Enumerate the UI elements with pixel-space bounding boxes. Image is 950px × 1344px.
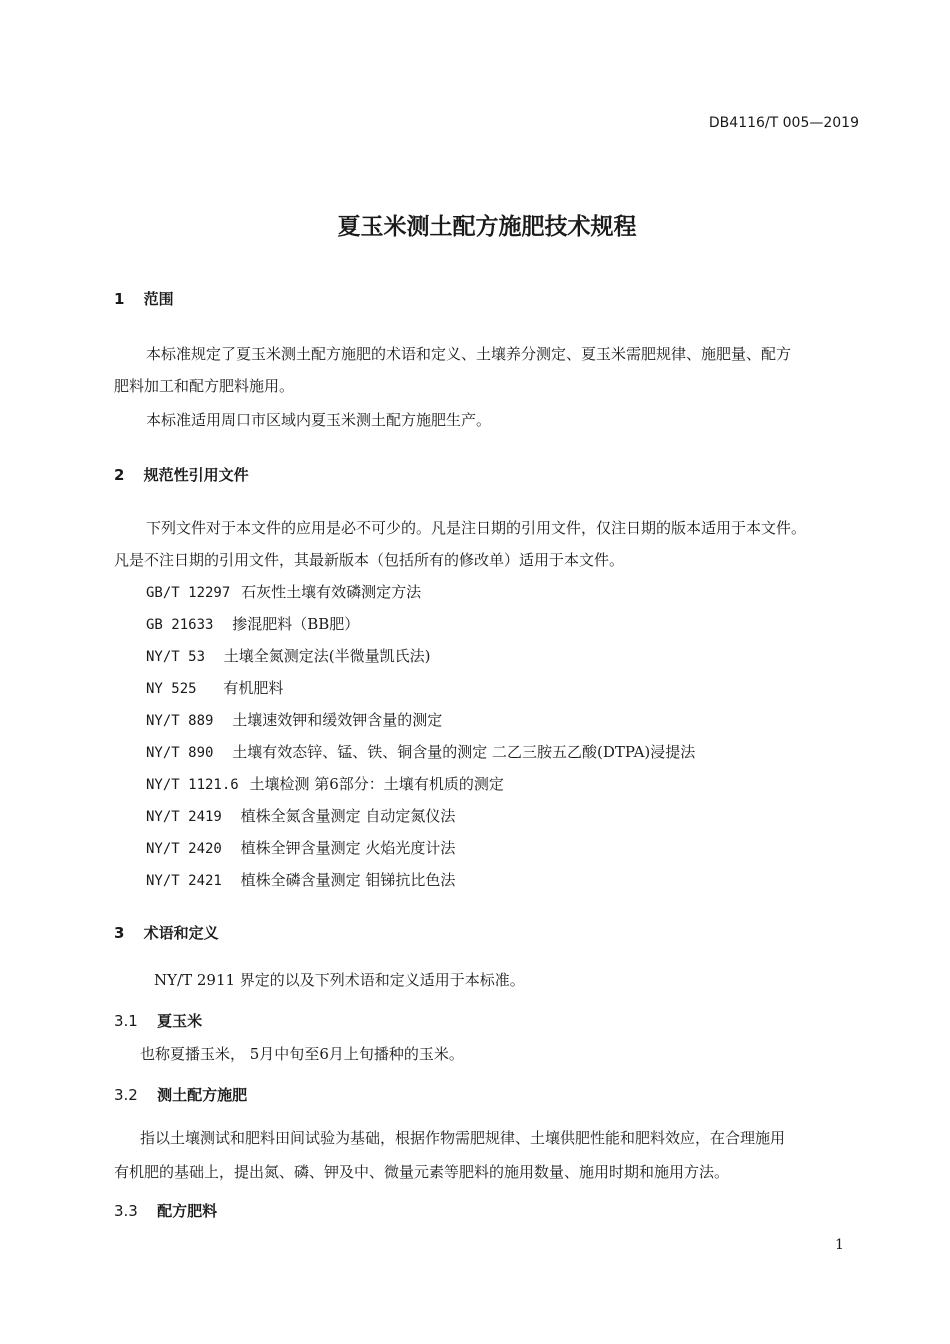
subsection-number: 3.3 bbox=[114, 1202, 138, 1220]
subsection-number: 3.2 bbox=[114, 1086, 138, 1104]
reference-item bbox=[146, 776, 504, 794]
definition-text: 也称夏播玉米， 5月中旬至6月上旬播种的玉米。 bbox=[140, 1045, 464, 1063]
section-3-heading bbox=[114, 922, 219, 943]
document-number: DB4116/T 005—2019 bbox=[708, 115, 859, 131]
reference-code: GB 21633 bbox=[146, 617, 214, 633]
reference-code: NY/T 53 bbox=[146, 649, 206, 665]
section-number: 2 bbox=[114, 466, 125, 484]
reference-code: NY 525 bbox=[146, 681, 197, 697]
paragraph: 本标准规定了夏玉米测土配方施肥的术语和定义、土壤养分测定、夏玉米需肥规律、施肥量、配方 bbox=[146, 345, 792, 363]
reference-code: NY/T 2421 bbox=[146, 873, 222, 889]
reference-code: GB/T 12297 bbox=[146, 585, 231, 601]
section-number: 3 bbox=[114, 924, 125, 942]
subsection-title: 测土配方施肥 bbox=[157, 1086, 248, 1104]
reference-item bbox=[146, 712, 442, 730]
reference-item bbox=[146, 808, 455, 826]
reference-name: 土壤有效态锌、锰、铁、铜含量的测定 二乙三胺五乙酸(DTPA)浸提法 bbox=[232, 743, 696, 761]
reference-name: 土壤检测 第6部分：土壤有机质的测定 bbox=[249, 775, 504, 793]
subsection-title: 夏玉米 bbox=[157, 1012, 203, 1030]
reference-item bbox=[146, 744, 695, 762]
reference-item bbox=[146, 584, 421, 602]
page-title: 夏玉米测土配方施肥技术规程 bbox=[337, 214, 637, 240]
reference-name: 有机肥料 bbox=[223, 679, 284, 697]
subsection-3-3-heading bbox=[114, 1200, 217, 1221]
paragraph: 肥料加工和配方肥料施用。 bbox=[114, 377, 295, 395]
reference-name: 土壤全氮测定法(半微量凯氏法) bbox=[223, 647, 431, 665]
paragraph: 本标准适用周口市区域内夏玉米测土配方施肥生产。 bbox=[146, 411, 492, 429]
reference-item bbox=[146, 840, 455, 858]
section-title: 范围 bbox=[143, 290, 174, 308]
subsection-number: 3.1 bbox=[114, 1012, 138, 1030]
definition-text: 指以土壤测试和肥料田间试验为基础，根据作物需肥规律、土壤供肥性能和肥料效应，在合理施用 bbox=[140, 1129, 786, 1147]
reference-name: 植株全钾含量测定 火焰光度计法 bbox=[240, 839, 456, 857]
reference-name: 掺混肥料（BB肥） bbox=[232, 615, 360, 633]
reference-name: 植株全磷含量测定 钼锑抗比色法 bbox=[240, 871, 456, 889]
paragraph: 凡是不注日期的引用文件，其最新版本（包括所有的修改单）适用于本文件。 bbox=[114, 551, 625, 569]
paragraph: NY/T 2911 界定的以及下列术语和定义适用于本标准。 bbox=[154, 971, 525, 989]
reference-name: 石灰性土壤有效磷测定方法 bbox=[241, 583, 422, 601]
subsection-title: 配方肥料 bbox=[157, 1202, 218, 1220]
reference-item bbox=[146, 680, 283, 698]
reference-code: NY/T 2420 bbox=[146, 841, 222, 857]
page-number: 1 bbox=[835, 1237, 844, 1253]
definition-text: 有机肥的基础上，提出氮、磷、钾及中、微量元素等肥料的施用数量、施用时期和施用方法。 bbox=[114, 1163, 730, 1181]
reference-item bbox=[146, 616, 359, 634]
reference-code: NY/T 1121.6 bbox=[146, 777, 239, 793]
reference-code: NY/T 2419 bbox=[146, 809, 222, 825]
reference-item bbox=[146, 872, 455, 890]
section-1-heading bbox=[114, 288, 174, 309]
paragraph: 下列文件对于本文件的应用是必不可少的。凡是注日期的引用文件，仅注日期的版本适用于本文件。 bbox=[146, 519, 807, 537]
reference-code: NY/T 889 bbox=[146, 713, 214, 729]
section-title: 规范性引用文件 bbox=[143, 466, 249, 484]
subsection-3-1-heading bbox=[114, 1010, 202, 1031]
reference-name: 植株全氮含量测定 自动定氮仪法 bbox=[240, 807, 456, 825]
section-2-heading bbox=[114, 464, 249, 485]
section-number: 1 bbox=[114, 290, 125, 308]
subsection-3-2-heading bbox=[114, 1084, 247, 1105]
reference-item bbox=[146, 648, 431, 666]
reference-name: 土壤速效钾和缓效钾含量的测定 bbox=[232, 711, 443, 729]
section-title: 术语和定义 bbox=[143, 924, 219, 942]
reference-code: NY/T 890 bbox=[146, 745, 214, 761]
